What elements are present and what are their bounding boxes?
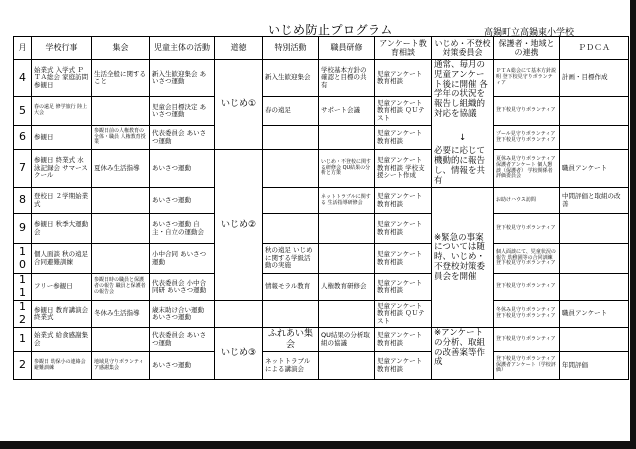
special-cell: 情報モラル教育: [263, 274, 319, 301]
table-row: [14, 60, 629, 97]
moral-cell: [215, 301, 263, 328]
survey-cell: 児童アンケート 教育相談 ＱＵテスト: [375, 97, 432, 126]
committee-text-mobile: 必要に応じて機動的に報告し、情報を共有: [434, 146, 486, 186]
assembly-cell: [92, 188, 150, 214]
student-cell: 児童会目標決定 あいさつ運動: [150, 97, 215, 126]
table-row: [14, 301, 629, 328]
table-row: [14, 214, 629, 244]
special-cell: ネットトラブルによる講演会: [263, 352, 319, 380]
guardian-cell: 個人面談にて、児童状況の報告 幼稚園等の合同訓練 登下校見守りボランティア: [494, 244, 560, 274]
training-cell: [319, 244, 375, 274]
committee-block-3: [432, 328, 494, 380]
committee-text-regular: 通常、毎月の児童アンケート後に開催 各学年の状況を報告し組織的対応を協議: [434, 60, 488, 119]
header-survey: アンケート教育相談: [375, 37, 432, 60]
events-cell: 参観日 終業式 水泳記録会 サマースクール: [32, 150, 92, 188]
events-cell: 始業式 給食感謝集会: [32, 328, 92, 352]
table-row: [14, 352, 629, 380]
assembly-cell: 地域見守りボランティア感謝集会: [92, 352, 150, 380]
pdca-cell: [560, 244, 629, 274]
training-cell: [319, 126, 375, 150]
pdca-cell: 計画・目標作成: [560, 60, 629, 97]
training-cell: サポート会議: [319, 97, 375, 126]
training-cell: QU結果の分析取組の協議: [319, 328, 375, 352]
events-cell: 個人面談 秋の遠足 合同避難訓練: [32, 244, 92, 274]
events-cell: 参観日 幼保小の連絡会 避難訓練: [32, 352, 92, 380]
survey-cell: 児童アンケート 教育相談: [375, 328, 432, 352]
assembly-cell: 参観日時の職員と保護者の報告 職員と保護者の報告会: [92, 274, 150, 301]
header-special: 特別活動: [263, 37, 319, 60]
moral-span-3: いじめ③: [215, 328, 263, 380]
training-cell: 学校基本方針の確認と目標の共有: [319, 60, 375, 97]
pdca-cell: [560, 328, 629, 352]
moral-span-2: いじめ②: [215, 150, 263, 301]
committee-text-urgent: ※緊急の事案については随時、いじめ・不登校対策委員会を開催: [434, 232, 486, 282]
student-cell: あいさつ運動: [150, 352, 215, 380]
page-title: いじめ防止プログラム: [268, 23, 393, 37]
special-span-fureai: ふれあい集会: [263, 328, 319, 352]
table-row: [14, 188, 629, 214]
month-cell: 10: [14, 244, 32, 274]
student-cell: 代表委員会 小中合同研 あいさつ運動: [150, 274, 215, 301]
committee-block-2: [432, 188, 494, 328]
events-cell: 登校日 ２学期始業式: [32, 188, 92, 214]
table-row: [14, 274, 629, 301]
special-cell: 新入生歓迎集会: [263, 60, 319, 97]
header-moral: 道徳: [215, 37, 263, 60]
program-table: [13, 36, 629, 380]
table-row: [14, 328, 629, 352]
assembly-cell: 参観日前の人権教育の全体・職員 人権教育授業: [92, 126, 150, 150]
assembly-cell: [92, 328, 150, 352]
training-cell: [319, 301, 375, 328]
month-cell: 8: [14, 188, 32, 214]
assembly-cell: [92, 97, 150, 126]
guardian-cell: 登下校見守りボランティア: [494, 214, 560, 244]
assembly-cell: 冬休み生活指導: [92, 301, 150, 328]
training-cell: [319, 214, 375, 244]
events-cell: 参観日 教育講演会 終業式: [32, 301, 92, 328]
header-events: 学校行事: [32, 37, 92, 60]
committee-block-1: [432, 60, 494, 188]
training-cell: いじめ・不登校に関する研修会 QU結果の分析と方策: [319, 150, 375, 188]
student-cell: 小中合同 あいさつ運動: [150, 244, 215, 274]
survey-cell: 児童アンケート 教育相談: [375, 214, 432, 244]
special-cell: [263, 214, 319, 244]
month-cell: 5: [14, 97, 32, 126]
events-cell: 参観日: [32, 126, 92, 150]
guardian-cell: 登下校見守りボランティア: [494, 328, 560, 352]
student-cell: あいさつ運動 自主・自立の運動会: [150, 214, 215, 244]
guardian-cell: 登下校見守りボランティア: [494, 97, 560, 126]
survey-cell: 児童アンケート 教育相談 学校支援シート作成: [375, 150, 432, 188]
training-cell: 人権教育研修会: [319, 274, 375, 301]
guardian-cell: プール見守りボランティア 登下校見守りボランティア: [494, 126, 560, 150]
table-row: [14, 126, 629, 150]
survey-cell: 児童アンケート 教育相談: [375, 126, 432, 150]
assembly-cell: 生活全般に関すること: [92, 60, 150, 97]
moral-span-1: いじめ①: [215, 60, 263, 150]
committee-arrow: ↓: [458, 132, 467, 143]
survey-cell: 児童アンケート 教育相談: [375, 352, 432, 380]
events-cell: フリー参観日: [32, 274, 92, 301]
guardian-cell: ＰＴＡ総会にて基本方針説明 登下校見守りボランティア: [494, 60, 560, 97]
student-cell: 新入生歓迎集会 あいさつ運動: [150, 60, 215, 97]
student-cell: あいさつ運動: [150, 150, 215, 188]
committee-text-analysis: ※アンケートの分析、取組の改善案等作成: [434, 328, 486, 368]
month-cell: 12: [14, 301, 32, 328]
special-cell: [263, 126, 319, 150]
assembly-cell: 夏休み生活指導: [92, 150, 150, 188]
events-cell: 春の遠足 修学旅行 陸上大会: [32, 97, 92, 126]
pdca-cell: [560, 97, 629, 126]
month-cell: 1: [14, 328, 32, 352]
events-cell: 始業式 入学式 ＰＴＡ総会 家庭訪問 参観日: [32, 60, 92, 97]
header-row: [14, 37, 629, 60]
header-pdca: ＰＤＣＡ: [560, 37, 629, 60]
header-month: 月: [14, 37, 32, 60]
month-cell: 6: [14, 126, 32, 150]
survey-cell: 児童アンケート 教育相談: [375, 60, 432, 97]
guardian-cell: 登下校見守りボランティア 保護者アンケート（学校評価）: [494, 352, 560, 380]
student-cell: あいさつ運動: [150, 188, 215, 214]
special-cell: 秋の遠足 いじめに関する学級活動の実施: [263, 244, 319, 274]
header-assembly: 集会: [92, 37, 150, 60]
training-cell: [319, 352, 375, 380]
pdca-cell: 中間評価と取組の改善: [560, 188, 629, 214]
special-cell: 春の遠足: [263, 97, 319, 126]
month-cell: 2: [14, 352, 32, 380]
table-row: [14, 244, 629, 274]
window-frame-bottom: [0, 441, 636, 449]
survey-cell: 児童アンケート 教育相談 ＱＵテスト: [375, 301, 432, 328]
student-cell: 代表委員会 あいさつ運動: [150, 126, 215, 150]
guardian-cell: 冬休み見守りボランティア 登下校見守りボランティア: [494, 301, 560, 328]
pdca-cell: [560, 214, 629, 244]
pdca-cell: [560, 274, 629, 301]
month-cell: 4: [14, 60, 32, 97]
special-cell: [263, 301, 319, 328]
student-cell: 歳末助け合い運動 あいさつ運動: [150, 301, 215, 328]
pdca-cell: 年間評価: [560, 352, 629, 380]
month-cell: 9: [14, 214, 32, 244]
month-cell: 11: [14, 274, 32, 301]
student-cell: 代表委員会 あいさつ運動: [150, 328, 215, 352]
school-name: 高鍋町立高鍋東小学校: [484, 28, 575, 38]
special-cell: [263, 150, 319, 188]
survey-cell: 児童アンケート 教育相談: [375, 274, 432, 301]
pdca-cell: 職員アンケート: [560, 150, 629, 188]
pdca-cell: 職員アンケート: [560, 301, 629, 328]
assembly-cell: [92, 244, 150, 274]
month-cell: 7: [14, 150, 32, 188]
survey-cell: 児童アンケート 教育相談: [375, 188, 432, 214]
training-cell: ネットトラブルに関する 生活指導研修会: [319, 188, 375, 214]
guardian-cell: 登下校見守りボランティア: [494, 274, 560, 301]
guardian-cell: 夏休み見守りボランティア 保護者アンケート 個人懇談（保護者） 学校関係者評価委員会: [494, 150, 560, 188]
table-row: [14, 97, 629, 126]
header-training: 職員研修: [319, 37, 375, 60]
events-cell: 参観日 秋季大運動会: [32, 214, 92, 244]
survey-cell: 児童アンケート 教育相談: [375, 244, 432, 274]
assembly-cell: [92, 214, 150, 244]
pdca-cell: [560, 126, 629, 150]
window-frame-right: [630, 0, 636, 449]
header-student: 児童主体の活動: [150, 37, 215, 60]
table-row: [14, 150, 629, 188]
header-committee: いじめ・不登校対策委員会: [432, 37, 494, 60]
guardian-cell: お助けハウス訪問: [494, 188, 560, 214]
header-guardian: 保護者・地域との連携: [494, 37, 560, 60]
special-cell: [263, 188, 319, 214]
